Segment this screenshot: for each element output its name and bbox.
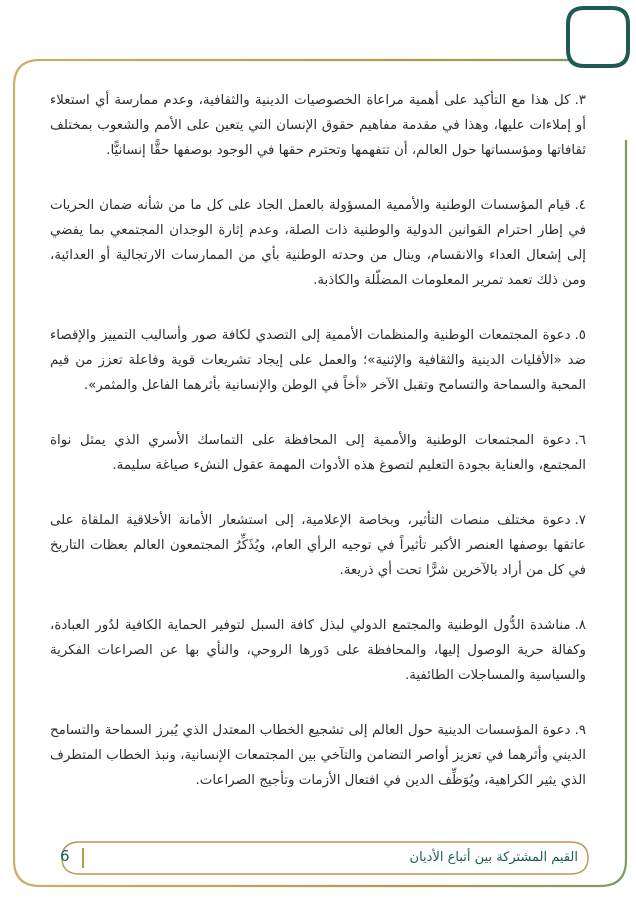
item-number: ٤. <box>574 198 586 213</box>
item-text: دعوة المجتمعات الوطنية والأممية إلى المحافظة على التماسك الأسري الذي يمثل نواة المجتمع، والعناية بجودة التعليم لتصوغ هذه الأدوات المهمة عقول النشء صياغة سليمة. <box>50 433 586 473</box>
list-item <box>50 613 586 688</box>
list-item <box>50 718 586 793</box>
item-text: كل هذا مع التأكيد على أهمية مراعاة الخصوصيات الدينية والثقافية، وعدم ممارسة أي استعلاء أو إملاءات عليها، وهذا في مقدمة مفاهيم حقوق الإنسان التي يتعين على الأمم والشعوب بمختلف ثقافاتها ومؤسساتها حول العالم، أن تتفهمها وتحترم حقها في الوجود بوصفها حقًّا إنسانيًّا. <box>50 93 586 158</box>
list-item <box>50 323 586 398</box>
item-text: مناشدة الدُّول الوطنية والمجتمع الدولي لبذل كافة السبل لتوفير الحماية الكافية لدُور العبادة، وكفالة حرية الوصول إليها، والمحافظة على دَورها الروحي، والنأي بها عن الصراعات الفكرية والسياسية والمساجلات الطائفية. <box>50 618 586 683</box>
list-item <box>50 88 586 163</box>
main-content <box>50 88 586 823</box>
item-number: ٥. <box>574 328 586 343</box>
item-number: ٨. <box>574 618 586 633</box>
list-item <box>50 428 586 478</box>
footer-divider <box>82 848 84 868</box>
item-text: دعوة المجتمعات الوطنية والمنظمات الأممية إلى التصدي لكافة صور وأساليب التمييز والإقصاء ضد «الأقليات الدينية والثقافية والإثنية»؛ والعمل على إيجاد تشريعات قوية وفاعلة تعزز من قيم المحبة والسماحة والتسامح وتقبل الآخر «أخاً في الوطن والإنسانية بأثرهما الفاعل والمثمر». <box>50 328 586 393</box>
list-item <box>50 508 586 583</box>
item-number: ٦. <box>574 433 586 448</box>
item-text: قيام المؤسسات الوطنية والأممية المسؤولة بالعمل الجاد على كل ما من شأنه ضمان الحريات في إطار احترام القوانين الدولية والوطنية ذات الصلة، وعدم إثارة الوجدان المجتمعي بما يفضي إلى إشعال العداء والانقسام، وينال من وحدته الوطنية بأي من الممارسات الارتجالية أو العدائية، ومن ذلك تعمد تمرير المعلومات المضلّلة والكاذبة. <box>50 198 586 288</box>
item-number: ٣. <box>574 93 586 108</box>
footer-title: القيم المشتركة بين أتباع الأديان <box>409 850 578 865</box>
list-item <box>50 193 586 293</box>
item-number: ٧. <box>574 513 586 528</box>
item-text: دعوة مختلف منصات التأثير، وبخاصة الإعلامية، إلى استشعار الأمانة الأخلاقية الملقاة على عاتقها بوصفها العنصر الأكبر تأثيراً في توجيه الرأي العام، ويُذَكِّرُ المجتمعون العالم بعظات التاريخ في كل من أراد بالآخرين شرًّا تحت أي ذريعة. <box>50 513 586 578</box>
page-footer <box>52 844 588 874</box>
item-number: ٩. <box>574 723 586 738</box>
page-number: 6 <box>60 847 70 865</box>
item-text: دعوة المؤسسات الدينية حول العالم إلى تشجيع الخطاب المعتدل الذي يُبرز السماحة والتسامح الديني وأثرهما في تعزيز أواصر التضامن والتآخي بين المجتمعات الإنسانية، ونبذ الخطاب المتطرف الذي يثير الكراهية، ويُوَظِّف الدين في افتعال الأزمات وتأجيج الصراعات. <box>50 723 586 788</box>
